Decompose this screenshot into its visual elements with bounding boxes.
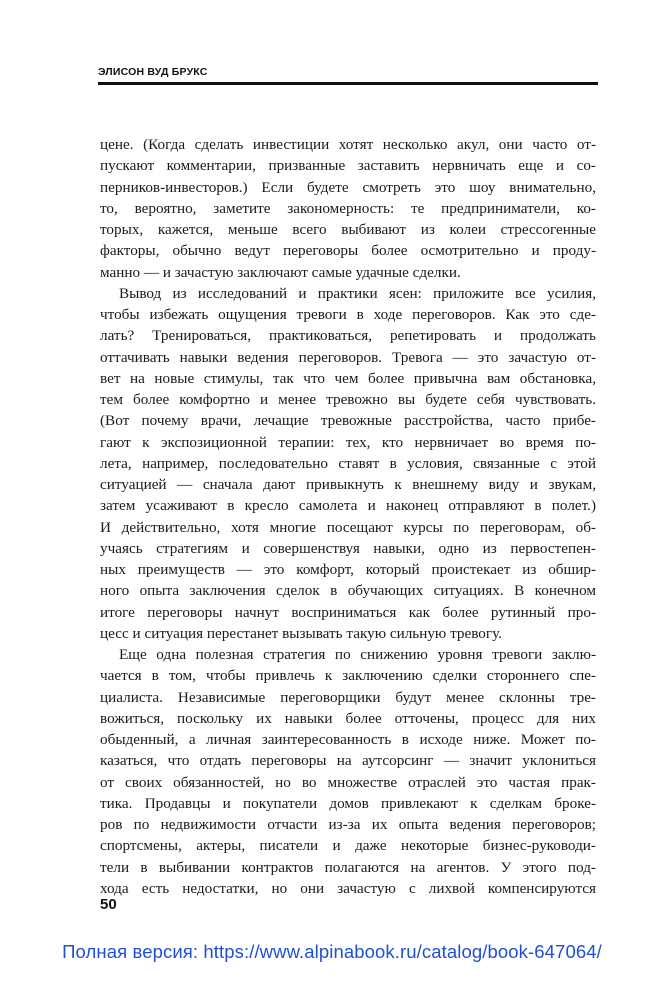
text-line: тика. Продавцы и покупатели домов привлекают к сделкам броке-	[100, 794, 596, 812]
text-line: пускают комментарии, призванные заставить нервничать еще и со-	[100, 157, 596, 175]
text-line: манно — и зачастую заключают самые удачные сделки.	[100, 263, 461, 281]
text-line: чается в том, чтобы привлечь к заключению сделки стороннего спе-	[100, 667, 596, 685]
text-line: итоге переговоры начнут восприниматься как более рутинный про-	[100, 603, 596, 621]
text-line: цесс и ситуация перестанет вызывать такую сильную тревогу.	[100, 624, 502, 642]
text-line: перников-инвесторов.) Если будете смотреть это шоу внимательно,	[100, 178, 596, 196]
text-line: ного опыта заключения сделок в обучающих ситуациях. В конечном	[100, 582, 596, 600]
body-text	[100, 134, 596, 899]
text-line: чтобы избежать ощущения тревоги в ходе переговоров. Как это сде-	[100, 306, 596, 323]
text-line: учаясь стратегиям и совершенствуя навыки, одно из первостепен-	[100, 539, 596, 557]
text-line: спортсмены, актеры, писатели и даже некоторые бизнес-руководи-	[100, 837, 596, 855]
running-head-author: ЭЛИСОН ВУД БРУКС	[98, 66, 208, 78]
text-line: вет на новые стимулы, так что чем более привычна вам обстановка,	[100, 369, 596, 387]
text-line: ров по недвижимости отчасти из-за их опыта ведения переговоров;	[100, 816, 596, 833]
text-line: казаться, что отдать переговоры на аутсорсинг — значит уклониться	[100, 752, 596, 770]
text-line: факторы, обычно ведут переговоры более осмотрительно и проду-	[100, 242, 596, 260]
text-line: вожиться, поскольку их навыки более отточены, процесс для них	[100, 709, 596, 727]
header-rule	[98, 82, 598, 85]
full-version-link[interactable]: Полная версия: https://www.alpinabook.ru/catalog/book-647064/	[62, 941, 602, 962]
text-line: циалиста. Независимые переговорщики будут менее склонны тре-	[100, 688, 596, 706]
text-line: торых, кажется, меньше всего выбивают из колеи стрессогенные	[100, 221, 596, 238]
text-line: ных преимуществ — это комфорт, который проистекает из обшир-	[100, 561, 596, 578]
text-line: гают к экспозиционной терапии: тех, кто нервничает во время по-	[100, 433, 596, 451]
text-line: цене. (Когда сделать инвестиции хотят несколько акул, они часто от-	[100, 136, 596, 153]
text-line: ситуацией — сначала дают привыкнуть к внешнему виду и звукам,	[100, 476, 596, 493]
text-line: лета, например, последовательно ставят в условия, связанные с этой	[100, 454, 596, 472]
text-line: (Вот почему врачи, лечащие тревожные расстройства, часто прибе-	[100, 412, 596, 430]
text-line: Еще одна полезная стратегия по снижению уровня тревоги заклю-	[119, 646, 596, 663]
text-line: то, вероятно, заметите закономерность: те предприниматели, ко-	[100, 199, 596, 217]
text-line: тем более комфортно и менее тревожно вы будете себя чувствовать.	[100, 391, 596, 408]
text-line: затем усаживают в кресло самолета и наконец отправляют в полет.)	[100, 497, 596, 515]
text-line: от своих обязанностей, но во множестве отраслей это частая прак-	[100, 773, 596, 791]
text-line: оттачивать навыки ведения переговоров. Тревога — это зачастую от-	[100, 348, 596, 366]
text-line: лать? Тренироваться, практиковаться, репетировать и продолжать	[100, 327, 596, 345]
page-number: 50	[100, 896, 117, 913]
text-line: И действительно, хотя многие посещают курсы по переговорам, об-	[100, 518, 596, 536]
text-line: хода есть недостатки, но они зачастую с лихвой компенсируются	[100, 879, 596, 897]
text-line: обыденный, а личная заинтересованность в исходе ниже. Может по-	[100, 731, 596, 748]
text-line: Вывод из исследований и практики ясен: приложите все усилия,	[119, 284, 596, 302]
text-line: тели в выбивании контрактов полагаются на агентов. У этого под-	[100, 858, 596, 876]
